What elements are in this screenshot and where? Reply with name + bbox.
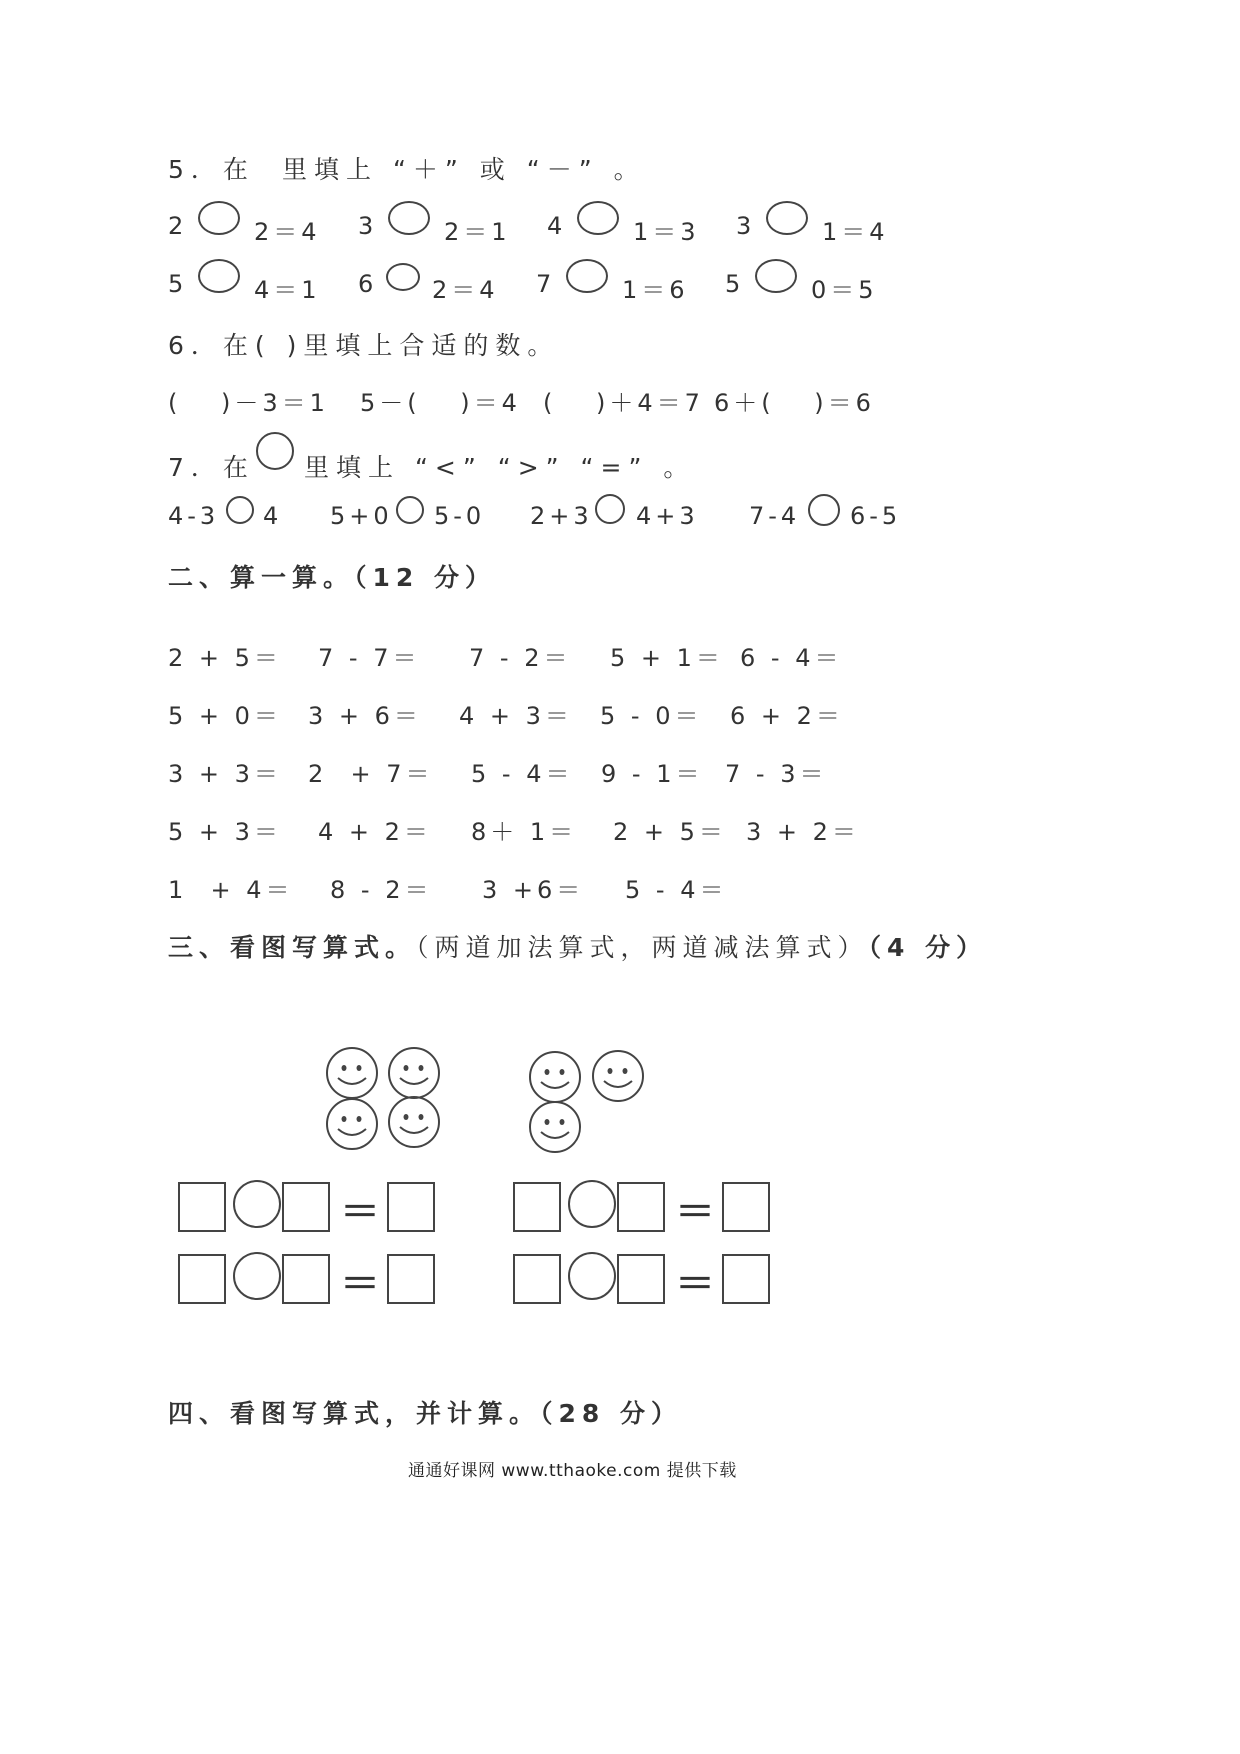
q6-item[interactable]: ( )＋4＝7 — [543, 389, 704, 417]
q7-right-expr: 6-5 — [850, 502, 902, 530]
answer-box[interactable] — [513, 1254, 561, 1304]
answer-oval[interactable] — [766, 201, 808, 235]
q7-right-expr: 4+3 — [636, 502, 699, 530]
q5-right-part: 1＝3 — [633, 218, 700, 246]
title-circle-icon — [256, 432, 294, 470]
section-3-title-score: （4 分） — [868, 933, 988, 962]
answer-box[interactable] — [617, 1182, 665, 1232]
q5-left-operand: 7 — [536, 270, 556, 298]
q5-left-operand: 3 — [358, 212, 378, 240]
calc-item[interactable]: 6 - 4＝ — [740, 644, 843, 672]
section-2-title: 二、算一算。（12 分） — [168, 563, 496, 592]
q7-right-expr: 4 — [263, 502, 283, 530]
q5-title-suffix: 里填上 “＋” 或 “－” 。 — [282, 155, 646, 184]
calc-item[interactable]: 2 + 5＝ — [168, 644, 282, 672]
smiley-face-icon — [325, 1097, 379, 1151]
q5-left-operand: 5 — [725, 270, 745, 298]
calc-item[interactable]: 4 + 3＝ — [459, 702, 573, 730]
answer-oval[interactable] — [198, 259, 240, 293]
calc-item[interactable]: 7 - 7＝ — [318, 644, 421, 672]
answer-box[interactable] — [387, 1182, 435, 1232]
q5-right-part: 1＝4 — [822, 218, 889, 246]
answer-box[interactable] — [722, 1254, 770, 1304]
operator-circle[interactable] — [568, 1252, 616, 1300]
calc-item[interactable]: 3 + 6＝ — [308, 702, 422, 730]
calc-item[interactable]: 8 - 2＝ — [330, 876, 433, 904]
answer-box[interactable] — [513, 1182, 561, 1232]
q5-right-part: 4＝1 — [254, 276, 321, 304]
calc-item[interactable]: 5 - 4＝ — [471, 760, 574, 788]
answer-box[interactable] — [617, 1254, 665, 1304]
equals-sign: ＝ — [675, 1189, 715, 1235]
answer-oval[interactable] — [198, 201, 240, 235]
q6-item[interactable]: 6＋( )＝6 — [714, 389, 875, 417]
compare-circle[interactable] — [226, 496, 254, 524]
equals-sign: ＝ — [340, 1261, 380, 1307]
answer-oval[interactable] — [566, 259, 608, 293]
q6-item[interactable]: 5－( )＝4 — [360, 389, 521, 417]
answer-box[interactable] — [178, 1254, 226, 1304]
q7-left-expr: 2+3 — [530, 502, 593, 530]
equals-sign: ＝ — [675, 1261, 715, 1307]
compare-circle[interactable] — [595, 494, 625, 524]
q5-left-operand: 3 — [736, 212, 756, 240]
calc-item[interactable]: 1 + 4＝ — [168, 876, 294, 904]
answer-box[interactable] — [387, 1254, 435, 1304]
calc-item[interactable]: 7 - 3＝ — [725, 760, 828, 788]
section-3-title — [168, 928, 987, 964]
smiley-face-icon — [591, 1049, 645, 1103]
calc-item[interactable]: 5 + 3＝ — [168, 818, 282, 846]
q6-item[interactable]: ( )－3＝1 — [168, 389, 329, 417]
q6-title: 6．在( )里填上合适的数。 — [168, 331, 560, 360]
smiley-face-icon — [387, 1046, 441, 1100]
q5-right-part: 2＝4 — [432, 276, 499, 304]
q5-left-operand: 6 — [358, 270, 378, 298]
calc-item[interactable]: 5 + 0＝ — [168, 702, 282, 730]
compare-circle[interactable] — [396, 496, 424, 524]
equals-sign: ＝ — [340, 1189, 380, 1235]
q5-left-operand: 4 — [547, 212, 567, 240]
answer-oval[interactable] — [755, 259, 797, 293]
q5-right-part: 1＝6 — [622, 276, 689, 304]
calc-item[interactable]: 2 + 7＝ — [308, 760, 434, 788]
calc-item[interactable]: 5 + 1＝ — [610, 644, 724, 672]
calc-item[interactable]: 7 - 2＝ — [469, 644, 572, 672]
smiley-face-icon — [387, 1095, 441, 1149]
calc-item[interactable]: 6 + 2＝ — [730, 702, 844, 730]
answer-box[interactable] — [282, 1182, 330, 1232]
answer-oval[interactable] — [577, 201, 619, 235]
calc-item[interactable]: 5 - 0＝ — [600, 702, 703, 730]
q5-right-part: 2＝4 — [254, 218, 321, 246]
footer-credit: 通通好课网 www.tthaoke.com 提供下载 — [408, 1461, 737, 1481]
calc-item[interactable]: 9 - 1＝ — [601, 760, 704, 788]
q7-left-expr: 5+0 — [330, 502, 393, 530]
q7-left-expr: 4-3 — [168, 502, 220, 530]
section-4-title: 四、看图写算式，并计算。（28 分） — [168, 1399, 682, 1428]
answer-oval[interactable] — [388, 201, 430, 235]
q7-right-expr: 5-0 — [434, 502, 486, 530]
section-3-title-instructions: （两道加法算式，两道减法算式） — [416, 933, 869, 962]
smiley-face-icon — [528, 1050, 582, 1104]
q5-title-prefix: 5．在 — [168, 155, 255, 184]
section-3-title-bold: 三、看图写算式。 — [168, 933, 417, 962]
operator-circle[interactable] — [233, 1180, 281, 1228]
q7-title-suffix: 里填上 “<” “>” “=” 。 — [304, 453, 696, 482]
answer-box[interactable] — [178, 1182, 226, 1232]
calc-item[interactable]: 5 - 4＝ — [625, 876, 728, 904]
calc-item[interactable]: 2 + 5＝ — [613, 818, 727, 846]
calc-item[interactable]: 3 + 3＝ — [168, 760, 282, 788]
smiley-face-icon — [528, 1100, 582, 1154]
calc-item[interactable]: 4 + 2＝ — [318, 818, 432, 846]
operator-circle[interactable] — [568, 1180, 616, 1228]
compare-circle[interactable] — [808, 494, 840, 526]
q5-right-part: 0＝5 — [811, 276, 878, 304]
calc-item[interactable]: 3 + 2＝ — [746, 818, 860, 846]
answer-box[interactable] — [722, 1182, 770, 1232]
answer-box[interactable] — [282, 1254, 330, 1304]
smiley-face-icon — [325, 1046, 379, 1100]
calc-item[interactable]: 8＋ 1＝ — [471, 818, 578, 846]
calc-item[interactable]: 3 +6＝ — [482, 876, 585, 904]
q7-left-expr: 7-4 — [749, 502, 801, 530]
operator-circle[interactable] — [233, 1252, 281, 1300]
answer-oval[interactable] — [386, 263, 420, 291]
q7-title-prefix: 7．在 — [168, 453, 255, 482]
q5-left-operand: 5 — [168, 270, 188, 298]
q5-left-operand: 2 — [168, 212, 188, 240]
q5-right-part: 2＝1 — [444, 218, 511, 246]
